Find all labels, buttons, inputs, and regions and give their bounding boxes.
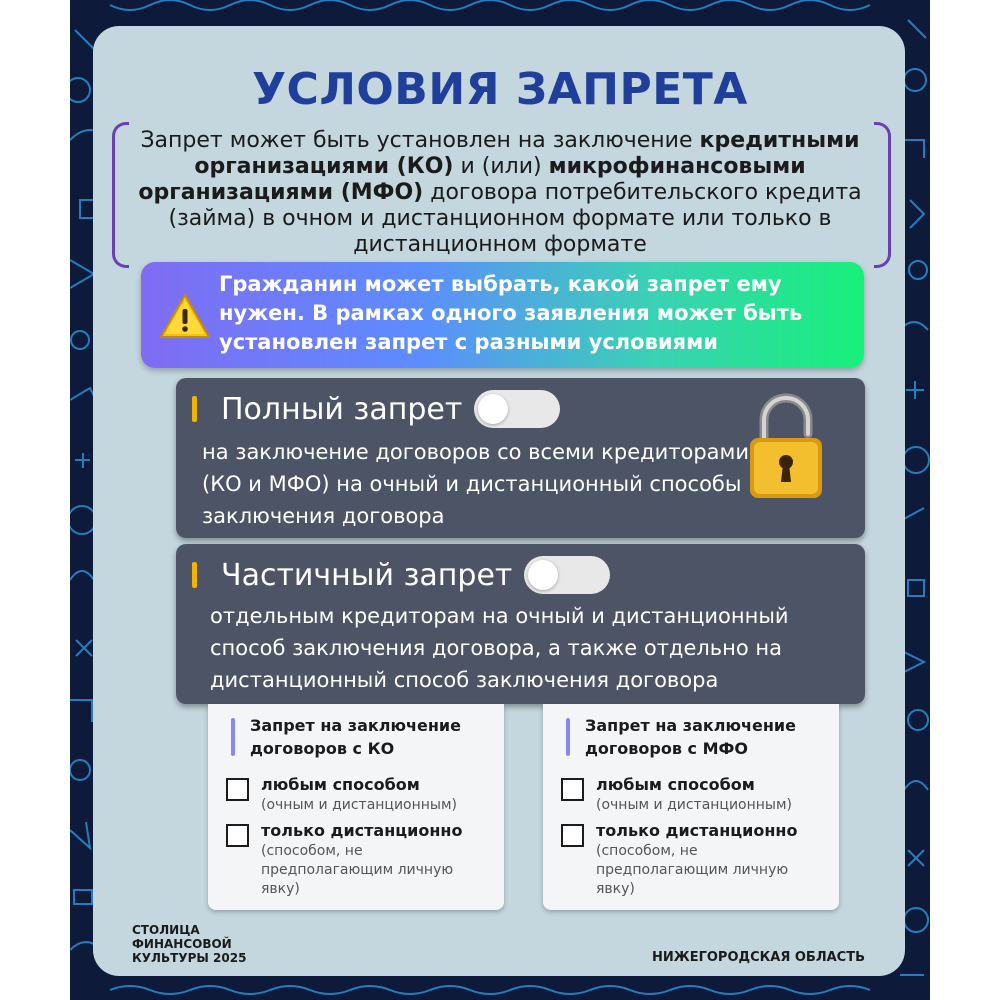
mfo-any-checkbox[interactable] — [561, 778, 584, 801]
option-label: только дистанционно — [596, 821, 798, 840]
warning-icon — [158, 292, 212, 340]
full-ban-description: на заключение договоров со всеми кредиторами (КО и МФО) на очный и дистанционный способы заключения договора — [202, 440, 750, 528]
partial-ban-toggle[interactable] — [524, 556, 610, 594]
accent-bar — [231, 718, 235, 756]
partial-ban-title: Частичный запрет — [221, 557, 513, 593]
ko-form-title: Запрет на заключение договоров с КО — [250, 716, 461, 758]
mfo-option-any — [561, 774, 792, 815]
mfo-form-header — [566, 714, 825, 760]
padlock-icon — [744, 390, 828, 502]
option-note: (очным и дистанционным) — [596, 797, 793, 813]
ko-ban-form — [208, 704, 504, 910]
ko-form-header — [231, 714, 490, 760]
full-ban-header — [192, 390, 560, 428]
accent-bar — [192, 396, 197, 422]
mfo-option-remote — [561, 820, 821, 899]
full-ban-toggle[interactable] — [474, 390, 560, 428]
ko-option-any — [226, 774, 457, 815]
logo-line: СТОЛИЦА — [132, 923, 200, 937]
accent-bar — [192, 562, 197, 588]
partial-ban-card — [176, 544, 865, 704]
option-label: любым способом — [261, 775, 420, 794]
partial-ban-header — [192, 556, 610, 594]
mfo-remote-checkbox[interactable] — [561, 824, 584, 847]
ko-any-checkbox[interactable] — [226, 778, 249, 801]
mfo-form-title: Запрет на заключение договоров с МФО — [585, 716, 796, 758]
region-label: НИЖЕГОРОДСКАЯ ОБЛАСТЬ — [652, 950, 865, 965]
option-note: (способом, не предполагающим личную явку) — [261, 843, 454, 897]
logo-line: ФИНАНСОВОЙ — [132, 937, 232, 951]
intro-bracket-right — [874, 122, 891, 268]
toggle-knob — [478, 394, 508, 424]
ko-option-remote — [226, 820, 486, 899]
toggle-knob — [528, 560, 558, 590]
notice-banner — [141, 262, 864, 368]
notice-text: Гражданин может выбрать, какой запрет ему нужен. В рамках одного заявления может быть установлен запрет с разными условиями — [219, 272, 803, 354]
full-ban-title: Полный запрет — [221, 391, 463, 427]
mfo-ban-form — [543, 704, 839, 910]
option-note: (способом, не предполагающим личную явку) — [596, 843, 789, 897]
ko-remote-checkbox[interactable] — [226, 824, 249, 847]
full-ban-card — [176, 378, 865, 538]
option-label: любым способом — [596, 775, 755, 794]
accent-bar — [566, 718, 570, 756]
intro-text: Запрет может быть установлен на заключение кредитными организациями (КО) и (или) микрофинансовыми организациями (МФО) договора потребительского кредита (займа) в очном и дистанционном формате или только в дистанционном формате — [138, 128, 862, 257]
logo-line: КУЛЬТУРЫ 2025 — [132, 951, 247, 965]
partial-ban-description: отдельным кредиторам на очный и дистанционный способ заключения договора, а также отдельно на дистанционный способ заключения договора — [210, 604, 789, 692]
festival-logo-text — [132, 923, 246, 965]
page-title: УСЛОВИЯ ЗАПРЕТА — [252, 64, 748, 115]
option-label: только дистанционно — [261, 821, 463, 840]
option-note: (очным и дистанционным) — [261, 797, 458, 813]
